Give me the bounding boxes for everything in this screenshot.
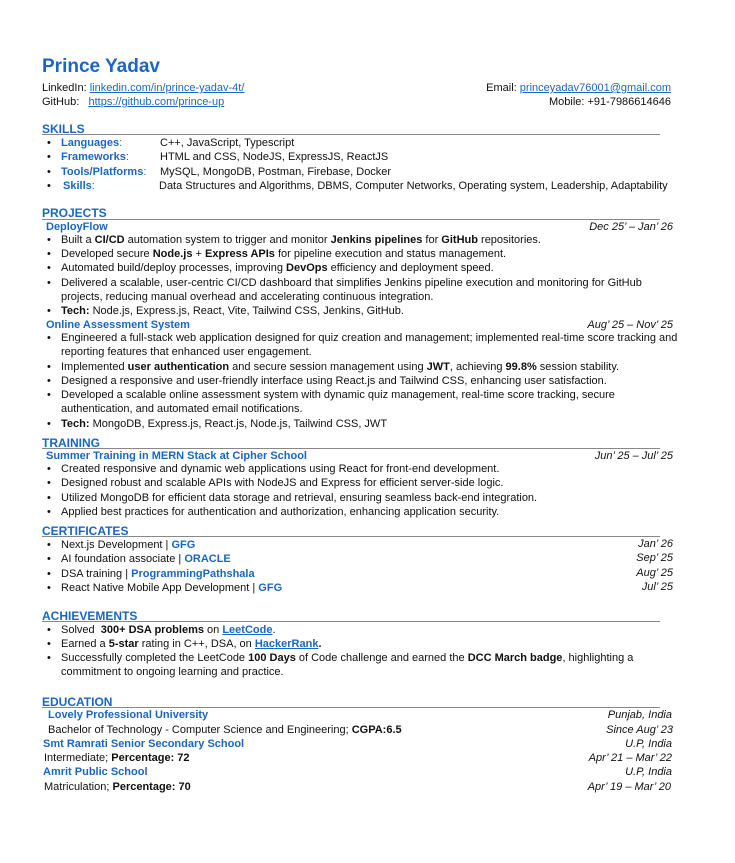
skill-label: Languages: bbox=[61, 137, 123, 149]
skill-label: Skills: bbox=[63, 180, 95, 192]
training-date: Jun’ 25 – Jul’ 25 bbox=[594, 450, 673, 462]
school-name: Amrit Public School bbox=[43, 766, 148, 778]
education-date: Apr’ 19 – Mar’ 20 bbox=[587, 781, 671, 793]
training-title: Summer Training in MERN Stack at Cipher School bbox=[46, 450, 307, 462]
project-date: Dec 25’ – Jan’ 26 bbox=[589, 221, 673, 233]
section-divider bbox=[42, 707, 660, 708]
bullet-icon: • bbox=[47, 652, 51, 664]
school-location: Punjab, India bbox=[607, 709, 672, 721]
project-bullet: Delivered a scalable, user-centric CI/CD dashboard that simplifies Jenkins pipeline execution and monitoring for GitHub projects, reducing manual overhead and accelerating continuous integration. bbox=[61, 277, 642, 304]
section-title-projects: PROJECTS bbox=[42, 206, 107, 220]
bullet-icon: • bbox=[47, 389, 51, 401]
school-name: Lovely Professional University bbox=[48, 709, 209, 721]
school-location: U.P, India bbox=[625, 738, 672, 750]
skill-label: Frameworks: bbox=[61, 151, 129, 163]
linkedin-label: LinkedIn: bbox=[42, 82, 87, 94]
project-bullet: Automated build/deploy processes, improving DevOps efficiency and deployment speed. bbox=[61, 262, 494, 274]
training-bullet: Utilized MongoDB for efficient data storage and retrieval, ensuring seamless back-end integration. bbox=[61, 492, 538, 504]
bullet-icon: • bbox=[47, 582, 51, 594]
section-title-skills: SKILLS bbox=[42, 122, 85, 136]
bullet-icon: • bbox=[47, 477, 51, 489]
certificate-item: React Native Mobile App Development | GFG bbox=[61, 582, 283, 594]
bullet-icon: • bbox=[47, 180, 51, 192]
section-divider bbox=[42, 134, 660, 135]
email-link[interactable]: princeyadav76001@gmail.com bbox=[519, 82, 671, 94]
linkedin-link[interactable]: linkedin.com/in/prince-yadav-4t/ bbox=[89, 82, 245, 94]
section-divider bbox=[42, 219, 660, 220]
bullet-icon: • bbox=[47, 624, 51, 636]
bullet-icon: • bbox=[47, 539, 51, 551]
certificate-date: Aug’ 25 bbox=[636, 567, 673, 579]
bullet-icon: • bbox=[47, 248, 51, 260]
github-link[interactable]: https://github.com/prince-up bbox=[88, 96, 225, 108]
section-divider bbox=[42, 536, 660, 537]
bullet-icon: • bbox=[47, 262, 51, 274]
bullet-icon: • bbox=[47, 492, 51, 504]
bullet-icon: • bbox=[47, 151, 51, 163]
bullet-icon: • bbox=[47, 506, 51, 518]
education-date: Since Aug’ 23 bbox=[606, 724, 673, 736]
linkedin-row bbox=[42, 82, 244, 94]
skill-value: MySQL, MongoDB, Postman, Firebase, Docker bbox=[160, 166, 392, 178]
bullet-icon: • bbox=[47, 361, 51, 373]
bullet-icon: • bbox=[47, 234, 51, 246]
certificate-date: Sep’ 25 bbox=[636, 552, 673, 564]
school-name: Smt Ramrati Senior Secondary School bbox=[43, 738, 245, 750]
skill-value: HTML and CSS, NodeJS, ExpressJS, ReactJS bbox=[160, 151, 389, 163]
training-bullet: Applied best practices for authentication and authorization, enhancing application security. bbox=[61, 506, 500, 518]
email-label: Email: bbox=[486, 82, 517, 94]
project-tech: Tech: Node.js, Express.js, React, Vite, Tailwind CSS, Jenkins, GitHub. bbox=[61, 305, 404, 317]
degree-detail: Bachelor of Technology - Computer Science and Engineering; CGPA:6.5 bbox=[48, 724, 402, 736]
project-tech: Tech: MongoDB, Express.js, React.js, Node.js, Tailwind CSS, JWT bbox=[61, 418, 388, 430]
certificate-date: Jul’ 25 bbox=[641, 581, 673, 593]
section-divider bbox=[42, 448, 660, 449]
project-bullet: Implemented user authentication and secure session management using JWT, achieving 99.8% session stability. bbox=[61, 361, 620, 373]
project-bullet: Engineered a full-stack web application designed for quiz creation and management; implemented real-time score tracking and reporting features that enhanced user engagement. bbox=[61, 332, 678, 359]
bullet-icon: • bbox=[47, 638, 51, 650]
candidate-name: Prince Yadav bbox=[42, 56, 160, 77]
achievement-item: Successfully completed the LeetCode 100 Days of Code challenge and earned the DCC March badge, highlighting a commitment to ongoing learning and practice. bbox=[61, 652, 634, 679]
school-location: U.P, India bbox=[625, 766, 672, 778]
skill-value: C++, JavaScript, Typescript bbox=[160, 137, 295, 149]
mobile-number: Mobile: +91-7986614646 bbox=[548, 96, 671, 108]
achievement-item: Earned a 5-star rating in C++, DSA, on HackerRank. bbox=[61, 638, 322, 650]
leetcode-link[interactable]: LeetCode bbox=[222, 624, 273, 636]
education-date: Apr’ 21 – Mar’ 22 bbox=[588, 752, 672, 764]
project-title: Online Assessment System bbox=[46, 319, 190, 331]
bullet-icon: • bbox=[47, 277, 51, 289]
section-title-education: EDUCATION bbox=[42, 695, 113, 709]
project-bullet: Built a CI/CD automation system to trigger and monitor Jenkins pipelines for GitHub repositories. bbox=[61, 234, 541, 246]
bullet-icon: • bbox=[47, 375, 51, 387]
section-title-certificates: CERTIFICATES bbox=[42, 524, 129, 538]
certificate-date: Jan’ 26 bbox=[638, 538, 673, 550]
skill-label: Tools/Platforms: bbox=[61, 166, 147, 178]
email-row bbox=[486, 82, 671, 94]
degree-detail: Matriculation; Percentage: 70 bbox=[44, 781, 191, 793]
certificate-item: Next.js Development | GFG bbox=[61, 539, 196, 551]
github-label: GitHub: bbox=[42, 96, 80, 108]
bullet-icon: • bbox=[47, 166, 51, 178]
bullet-icon: • bbox=[47, 568, 51, 580]
degree-detail: Intermediate; Percentage: 72 bbox=[44, 752, 190, 764]
bullet-icon: • bbox=[47, 418, 51, 430]
project-bullet: Developed a scalable online assessment system with dynamic quiz management, real-time score tracking, secure authentication, and automated email notifications. bbox=[61, 389, 615, 416]
project-bullet: Designed a responsive and user-friendly interface using React.js and Tailwind CSS, enhancing user satisfaction. bbox=[61, 375, 607, 387]
section-title-achievements: ACHIEVEMENTS bbox=[42, 609, 138, 623]
bullet-icon: • bbox=[47, 463, 51, 475]
section-title-training: TRAINING bbox=[42, 436, 100, 450]
bullet-icon: • bbox=[47, 553, 51, 565]
achievement-item: Solved 300+ DSA problems on LeetCode. bbox=[61, 624, 276, 636]
bullet-icon: • bbox=[47, 332, 51, 344]
project-title: DeployFlow bbox=[46, 221, 108, 233]
skill-value: Data Structures and Algorithms, DBMS, Computer Networks, Operating system, Leadership, Adaptability bbox=[159, 180, 668, 192]
bullet-icon: • bbox=[47, 305, 51, 317]
training-bullet: Created responsive and dynamic web applications using React for front-end development. bbox=[61, 463, 500, 475]
project-date: Aug’ 25 – Nov’ 25 bbox=[587, 319, 673, 331]
github-row bbox=[42, 96, 224, 108]
certificate-item: DSA training | ProgrammingPathshala bbox=[61, 568, 255, 580]
bullet-icon: • bbox=[47, 137, 51, 149]
certificate-item: AI foundation associate | ORACLE bbox=[61, 553, 231, 565]
hackerrank-link[interactable]: HackerRank bbox=[254, 638, 319, 650]
training-bullet: Designed robust and scalable APIs with NodeJS and Express for efficient server-side logic. bbox=[61, 477, 504, 489]
project-bullet: Developed secure Node.js + Express APIs for pipeline execution and status management. bbox=[61, 248, 507, 260]
section-divider bbox=[42, 621, 660, 622]
